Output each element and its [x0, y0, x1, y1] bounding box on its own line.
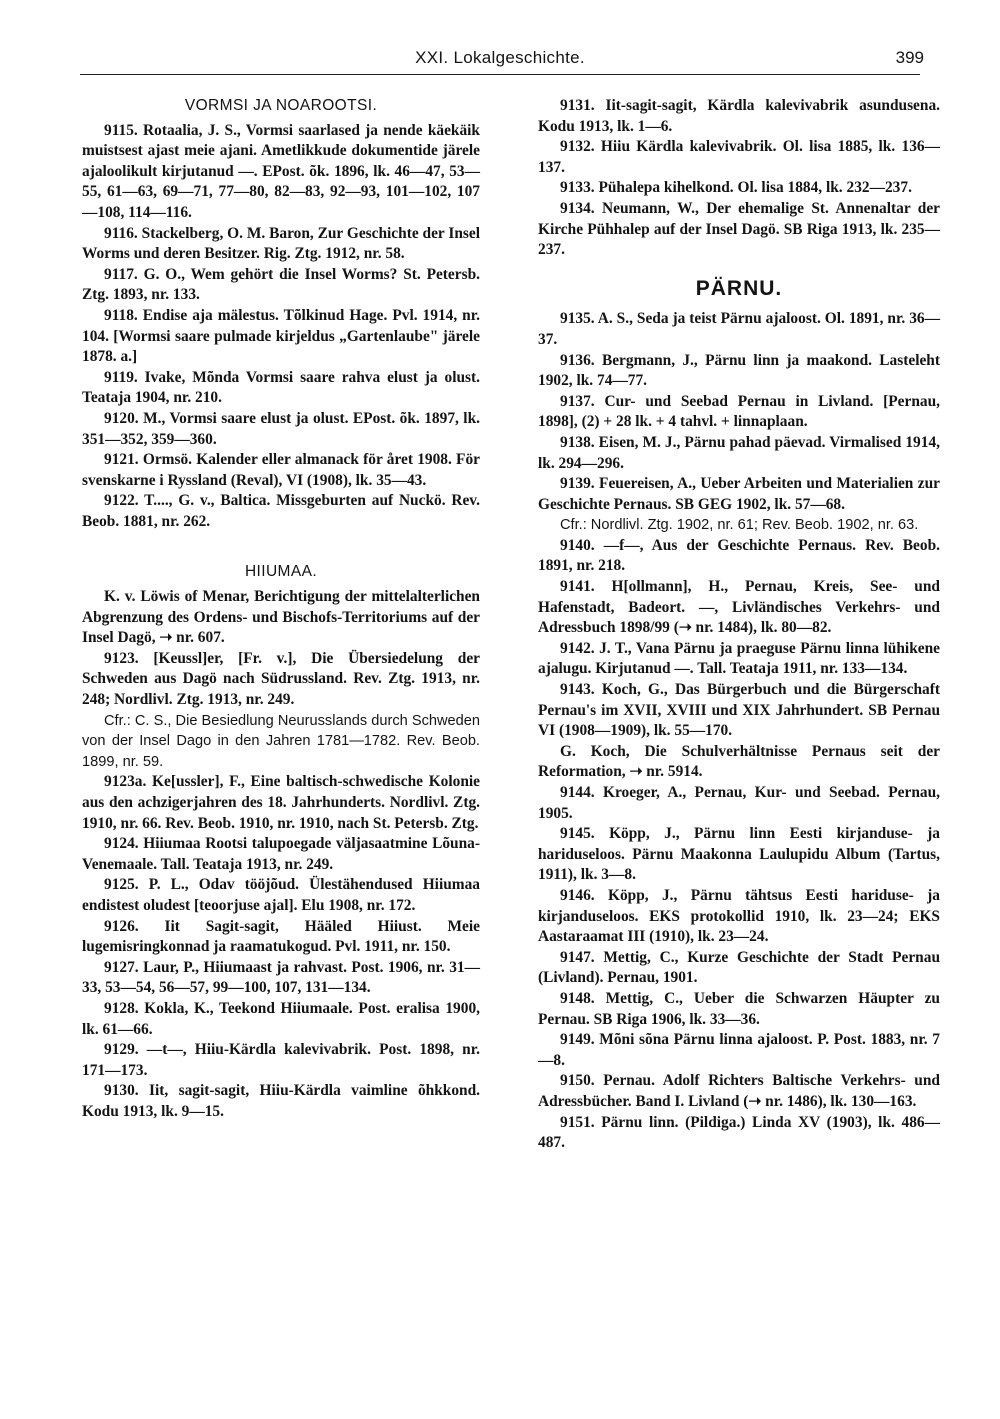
- bibliography-entry: 9123a. Ke[ussler], F., Eine baltisch-schwedische Kolonie aus den achzigerjahren des 18. Jahrhunderts. Nordlivl. Ztg. 1910, nr. 66. Rev. Beob. 1910, nr. 1910, nach St. Petersb. Ztg.: [82, 773, 480, 832]
- bibliography-entry: 9122. T...., G. v., Baltica. Missgeburten auf Nuckö. Rev. Beob. 1881, nr. 262.: [82, 492, 480, 530]
- bibliography-entry: 9148. Mettig, C., Ueber die Schwarzen Häupter zu Pernau. SB Riga 1906, lk. 33—36.: [538, 989, 940, 1028]
- bibliography-entry: 9146. Köpp, J., Pärnu tähtsus Eesti hariduse- ja kirjanduseloos. EKS protokollid 1910, lk. 23—24; EKS Aastaraamat III (1910), lk. 23—24.: [538, 886, 940, 946]
- bibliography-entry: 9150. Pernau. Adolf Richters Baltische Verkehrs- und Adressbücher. Band I. Livland (➝ nr. 1486), lk. 130—163.: [538, 1072, 940, 1110]
- bibliography-entry: 9119. Ivake, Mõnda Vormsi saare rahva elust ja olust. Teataja 1904, nr. 210.: [82, 368, 480, 407]
- bibliography-entry: 9128. Kokla, K., Teekond Hiiumaale. Post. eralisa 1900, lk. 61—66.: [82, 999, 480, 1038]
- bibliography-entry: 9138. Eisen, M. J., Pärnu pahad päevad. Virmalised 1914, lk. 294—296.: [538, 433, 940, 472]
- bibliography-entry: Cfr.: Nordlivl. Ztg. 1902, nr. 61; Rev. Beob. 1902, nr. 63.: [560, 517, 919, 534]
- bibliography-entry: 9131. Iit-sagit-sagit, Kärdla kalevivabrik asundusena. Kodu 1913, lk. 1—6.: [538, 97, 940, 135]
- bibliography-entry: 9151. Pärnu linn. (Pildiga.) Linda XV (1903), lk. 486—487.: [538, 1113, 940, 1152]
- section-heading-hiiumaa: HIIUMAA.: [244, 563, 318, 581]
- bibliography-entry: 9117. G. O., Wem gehört die Insel Worms? St. Petersb. Ztg. 1893, nr. 133.: [82, 265, 480, 304]
- bibliography-entry: 9137. Cur- und Seebad Pernau in Livland. [Pernau, 1898], (2) + 28 lk. + 4 tahvl. + linnaplaan.: [538, 392, 940, 431]
- bibliography-entry: 9134. Neumann, W., Der ehemalige St. Annenaltar der Kirche Pühhalep auf der Insel Dagö. SB Riga 1913, lk. 235—237.: [538, 199, 940, 259]
- bibliography-entry: 9130. Iit, sagit-sagit, Hiiu-Kärdla vaimline õhkkond. Kodu 1913, lk. 9—15.: [82, 1082, 480, 1120]
- section-heading-parnu: PÄRNU.: [695, 276, 783, 300]
- parnu-entries: [538, 309, 940, 1153]
- bibliography-entry: 9115. Rotaalia, J. S., Vormsi saarlased ja nende käekäik muistsest ajast meie ajani. Ametlikkude dokumentide järele ajaloolikult kirjutanud —. EPost. õk. 1896, lk. 46—47, 53—55, 61—63, 69—71, 77—80, 82—83, 92—93, 101—102, 107—108, 114—116.: [82, 121, 480, 221]
- section-heading-vormsi: VORMSI JA NOAROOTSI.: [184, 97, 378, 114]
- page-number: 399: [895, 48, 924, 67]
- bibliography-entry: 9142. J. T., Vana Pärnu ja praeguse Pärnu linna lühikene ajalugu. Kirjutanud —. Tall. Teataja 1911, nr. 133—134.: [538, 639, 940, 678]
- bibliography-entry: 9143. Koch, G., Das Bürgerbuch und die Bürgerschaft Pernau's im XVII, XVIII und XIX Jahrhundert. SB Pernau VI (1908—1909), lk. 55—170.: [538, 681, 940, 740]
- left-column: [82, 96, 480, 1123]
- bibliography-entry: 9140. —f—, Aus der Geschichte Pernaus. Rev. Beob. 1891, nr. 218.: [538, 536, 940, 575]
- bibliography-entry: 9116. Stackelberg, O. M. Baron, Zur Geschichte der Insel Worms und deren Besitzer. Rig. Ztg. 1912, nr. 58.: [82, 224, 480, 263]
- bibliography-entry: 9129. —t—, Hiiu-Kärdla kalevivabrik. Post. 1898, nr. 171—173.: [82, 1041, 480, 1079]
- bibliography-entry: 9136. Bergmann, J., Pärnu linn ja maakond. Lasteleht 1902, lk. 74—77.: [538, 351, 940, 390]
- bibliography-entry: 9132. Hiiu Kärdla kalevivabrik. Ol. lisa 1885, lk. 136—137.: [538, 138, 940, 176]
- bibliography-entry: 9139. Feuereisen, A., Ueber Arbeiten und Materialien zur Geschichte Pernaus. SB GEG 1902, lk. 57—68.: [538, 475, 940, 513]
- bibliography-entry: 9127. Laur, P., Hiiumaast ja rahvast. Post. 1906, nr. 31—33, 53—54, 56—57, 99—100, 107, 131—134.: [82, 958, 480, 997]
- hiiumaa-entries-left: [82, 587, 480, 1122]
- bibliography-entry: 9124. Hiiumaa Rootsi talupoegade väljasaatmine Lõuna-Venemaale. Tall. Teataja 1913, nr. 249.: [82, 835, 480, 873]
- bibliography-entry: 9144. Kroeger, A., Pernau, Kur- und Seebad. Pernau, 1905.: [538, 784, 940, 822]
- bibliography-entry: 9145. Köpp, J., Pärnu linn Eesti kirjanduse- ja hariduseloos. Pärnu Maakonna Laulupidu Album (Tartus, 1911), lk. 3—8.: [538, 825, 940, 884]
- bibliography-entry: Cfr.: C. S., Die Besiedlung Neurusslands durch Schweden von der Insel Dago in den Jahren 1781—1782. Rev. Beob. 1899, nr. 59.: [82, 712, 480, 770]
- running-title: XXI. Lokalgeschichte.: [415, 48, 585, 67]
- bibliography-entry: 9121. Ormsö. Kalender eller almanack för året 1908. För svenskarne i Ryssland (Reval), VI (1908), lk. 35—43.: [82, 451, 480, 489]
- bibliography-entry: 9141. H[ollmann], H., Pernau, Kreis, See- und Hafenstadt, Badeort. —, Livländisches Verkehrs- und Adressbuch 1898/99 (➝ nr. 1484), lk. 80—82.: [538, 578, 940, 637]
- vormsi-entries: [82, 121, 480, 533]
- bibliography-entry: G. Koch, Die Schulverhältnisse Pernaus seit der Reformation, ➝ nr. 5914.: [538, 742, 940, 781]
- header-rule: [80, 74, 920, 75]
- bibliography-entry: 9123. [Keussl]er, [Fr. v.], Die Übersiedelung der Schweden aus Dagö nach Südrussland. Rev. Ztg. 1913, nr. 248; Nordlivl. Ztg. 1913, nr. 249.: [82, 649, 480, 709]
- right-column: [538, 96, 940, 1154]
- running-header: [80, 40, 924, 74]
- hiiumaa-entries-right: [538, 96, 940, 261]
- bibliography-entry: 9120. M., Vormsi saare elust ja olust. EPost. õk. 1897, lk. 351—352, 359—360.: [82, 409, 480, 448]
- bibliography-entry: 9126. Iit Sagit-sagit, Hääled Hiiust. Meie lugemisringkonnad ja raamatukogud. Pvl. 1911, nr. 150.: [82, 917, 480, 956]
- bibliography-entry: 9118. Endise aja mälestus. Tõlkinud Hage. Pvl. 1914, nr. 104. [Wormsi saare pulmade kirjeldus „Gartenlaube" järele 1878. a.]: [82, 306, 480, 366]
- bibliography-entry: 9133. Pühalepa kihelkond. Ol. lisa 1884, lk. 232—237.: [560, 179, 912, 197]
- bibliography-entry: 9147. Mettig, C., Kurze Geschichte der Stadt Pernau (Livland). Pernau, 1901.: [538, 948, 940, 987]
- bibliography-entry: 9125. P. L., Odav tööjõud. Ülestähendused Hiiumaa endistest oludest [teoorjuse ajal]. Elu 1908, nr. 172.: [82, 876, 480, 914]
- bibliography-entry: 9149. Mõni sõna Pärnu linna ajaloost. P. Post. 1883, nr. 7—8.: [538, 1031, 940, 1069]
- bibliography-entry: K. v. Löwis of Menar, Berichtigung der mittelalterlichen Abgrenzung des Ordens- und Bischofs-Territoriums auf der Insel Dagö, ➝ nr. 607.: [82, 588, 480, 647]
- bibliography-entry: 9135. A. S., Seda ja teist Pärnu ajaloost. Ol. 1891, nr. 36—37.: [538, 310, 940, 348]
